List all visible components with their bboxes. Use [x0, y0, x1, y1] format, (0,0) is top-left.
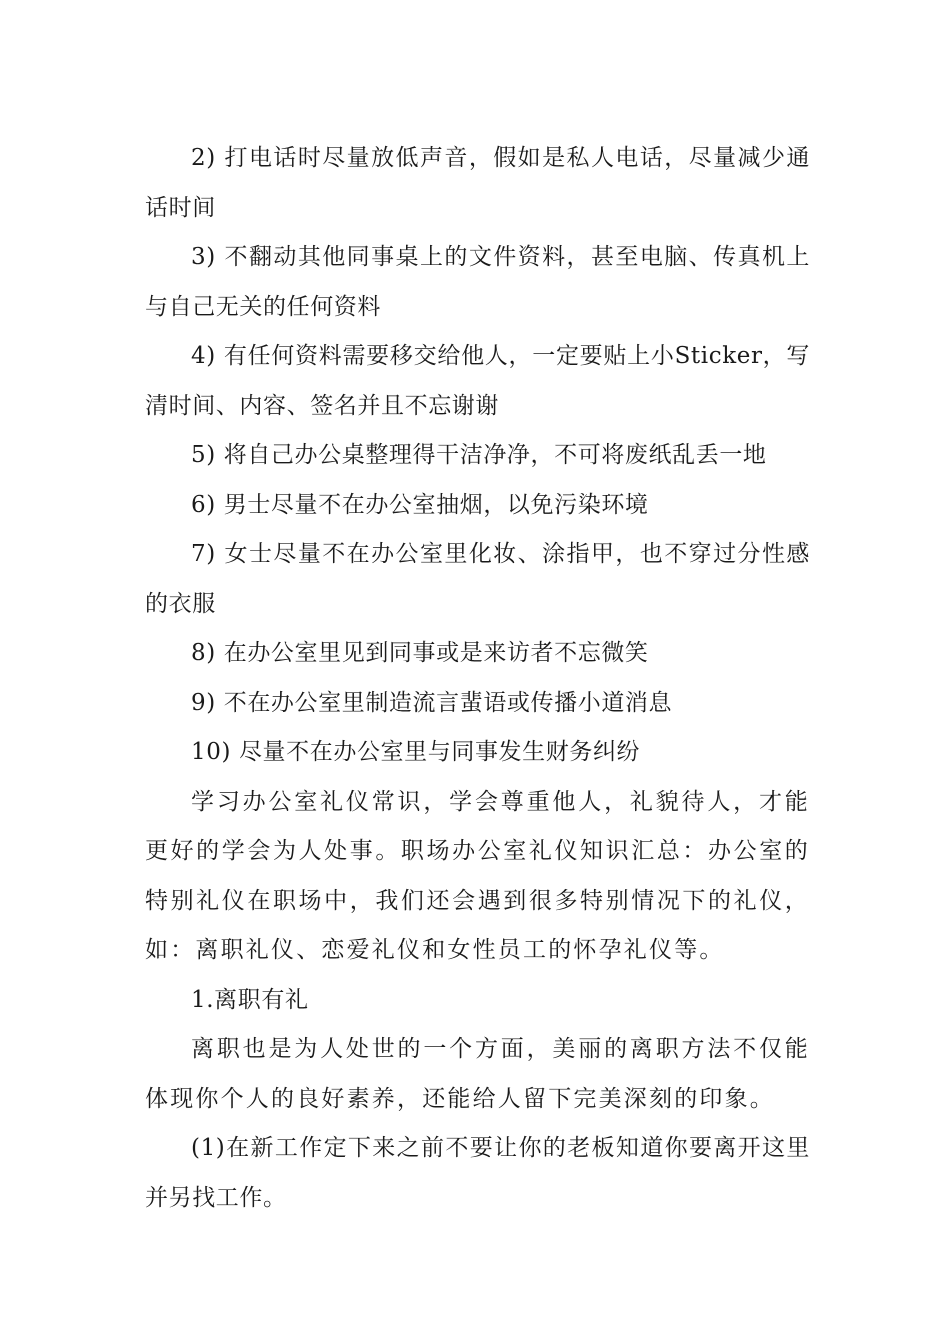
paragraph-resignation-point-1: (1)在新工作定下来之前不要让你的老板知道你要离开这里并另找工作。 [145, 1135, 810, 1211]
paragraph-item-4: 4) 有任何资料需要移交给他人，一定要贴上小Sticker，写清时间、内容、签名并且不忘谢谢 [145, 343, 810, 419]
paragraph-item-5: 5) 将自己办公桌整理得干洁净净，不可将废纸乱丢一地 [191, 442, 767, 468]
paragraph-item-6: 6) 男士尽量不在办公室抽烟，以免污染环境 [191, 491, 649, 518]
paragraph-resignation-intro: 离职也是为人处世的一个方面，美丽的离职方法不仅能体现你个人的良好素养，还能给人留下完美深刻的印象。 [145, 1036, 810, 1112]
document-body [145, 134, 810, 1223]
paragraph-item-8: 8) 在办公室里见到同事或是来访者不忘微笑 [191, 640, 649, 666]
paragraph-item-7: 7) 女士尽量不在办公室里化妆、涂指甲，也不穿过分性感的衣服 [145, 541, 810, 617]
paragraph-item-9: 9) 不在办公室里制造流言蜚语或传播小道消息 [191, 689, 673, 716]
paragraph-item-10: 10) 尽量不在办公室里与同事发生财务纠纷 [191, 739, 641, 765]
section-heading-resignation: 1.离职有礼 [191, 986, 309, 1013]
paragraph-item-3: 3) 不翻动其他同事桌上的文件资料，甚至电脑、传真机上与自己无关的任何资料 [145, 244, 810, 320]
paragraph-item-2: 2) 打电话时尽量放低声音，假如是私人电话，尽量减少通话时间 [145, 145, 810, 221]
paragraph-etiquette-summary: 学习办公室礼仪常识，学会尊重他人，礼貌待人，才能更好的学会为人处事。职场办公室礼仪知识汇总：办公室的特别礼仪在职场中，我们还会遇到很多特别情况下的礼仪，如：离职礼仪、恋爱礼仪和女性员工的怀孕礼仪等。 [145, 788, 810, 963]
